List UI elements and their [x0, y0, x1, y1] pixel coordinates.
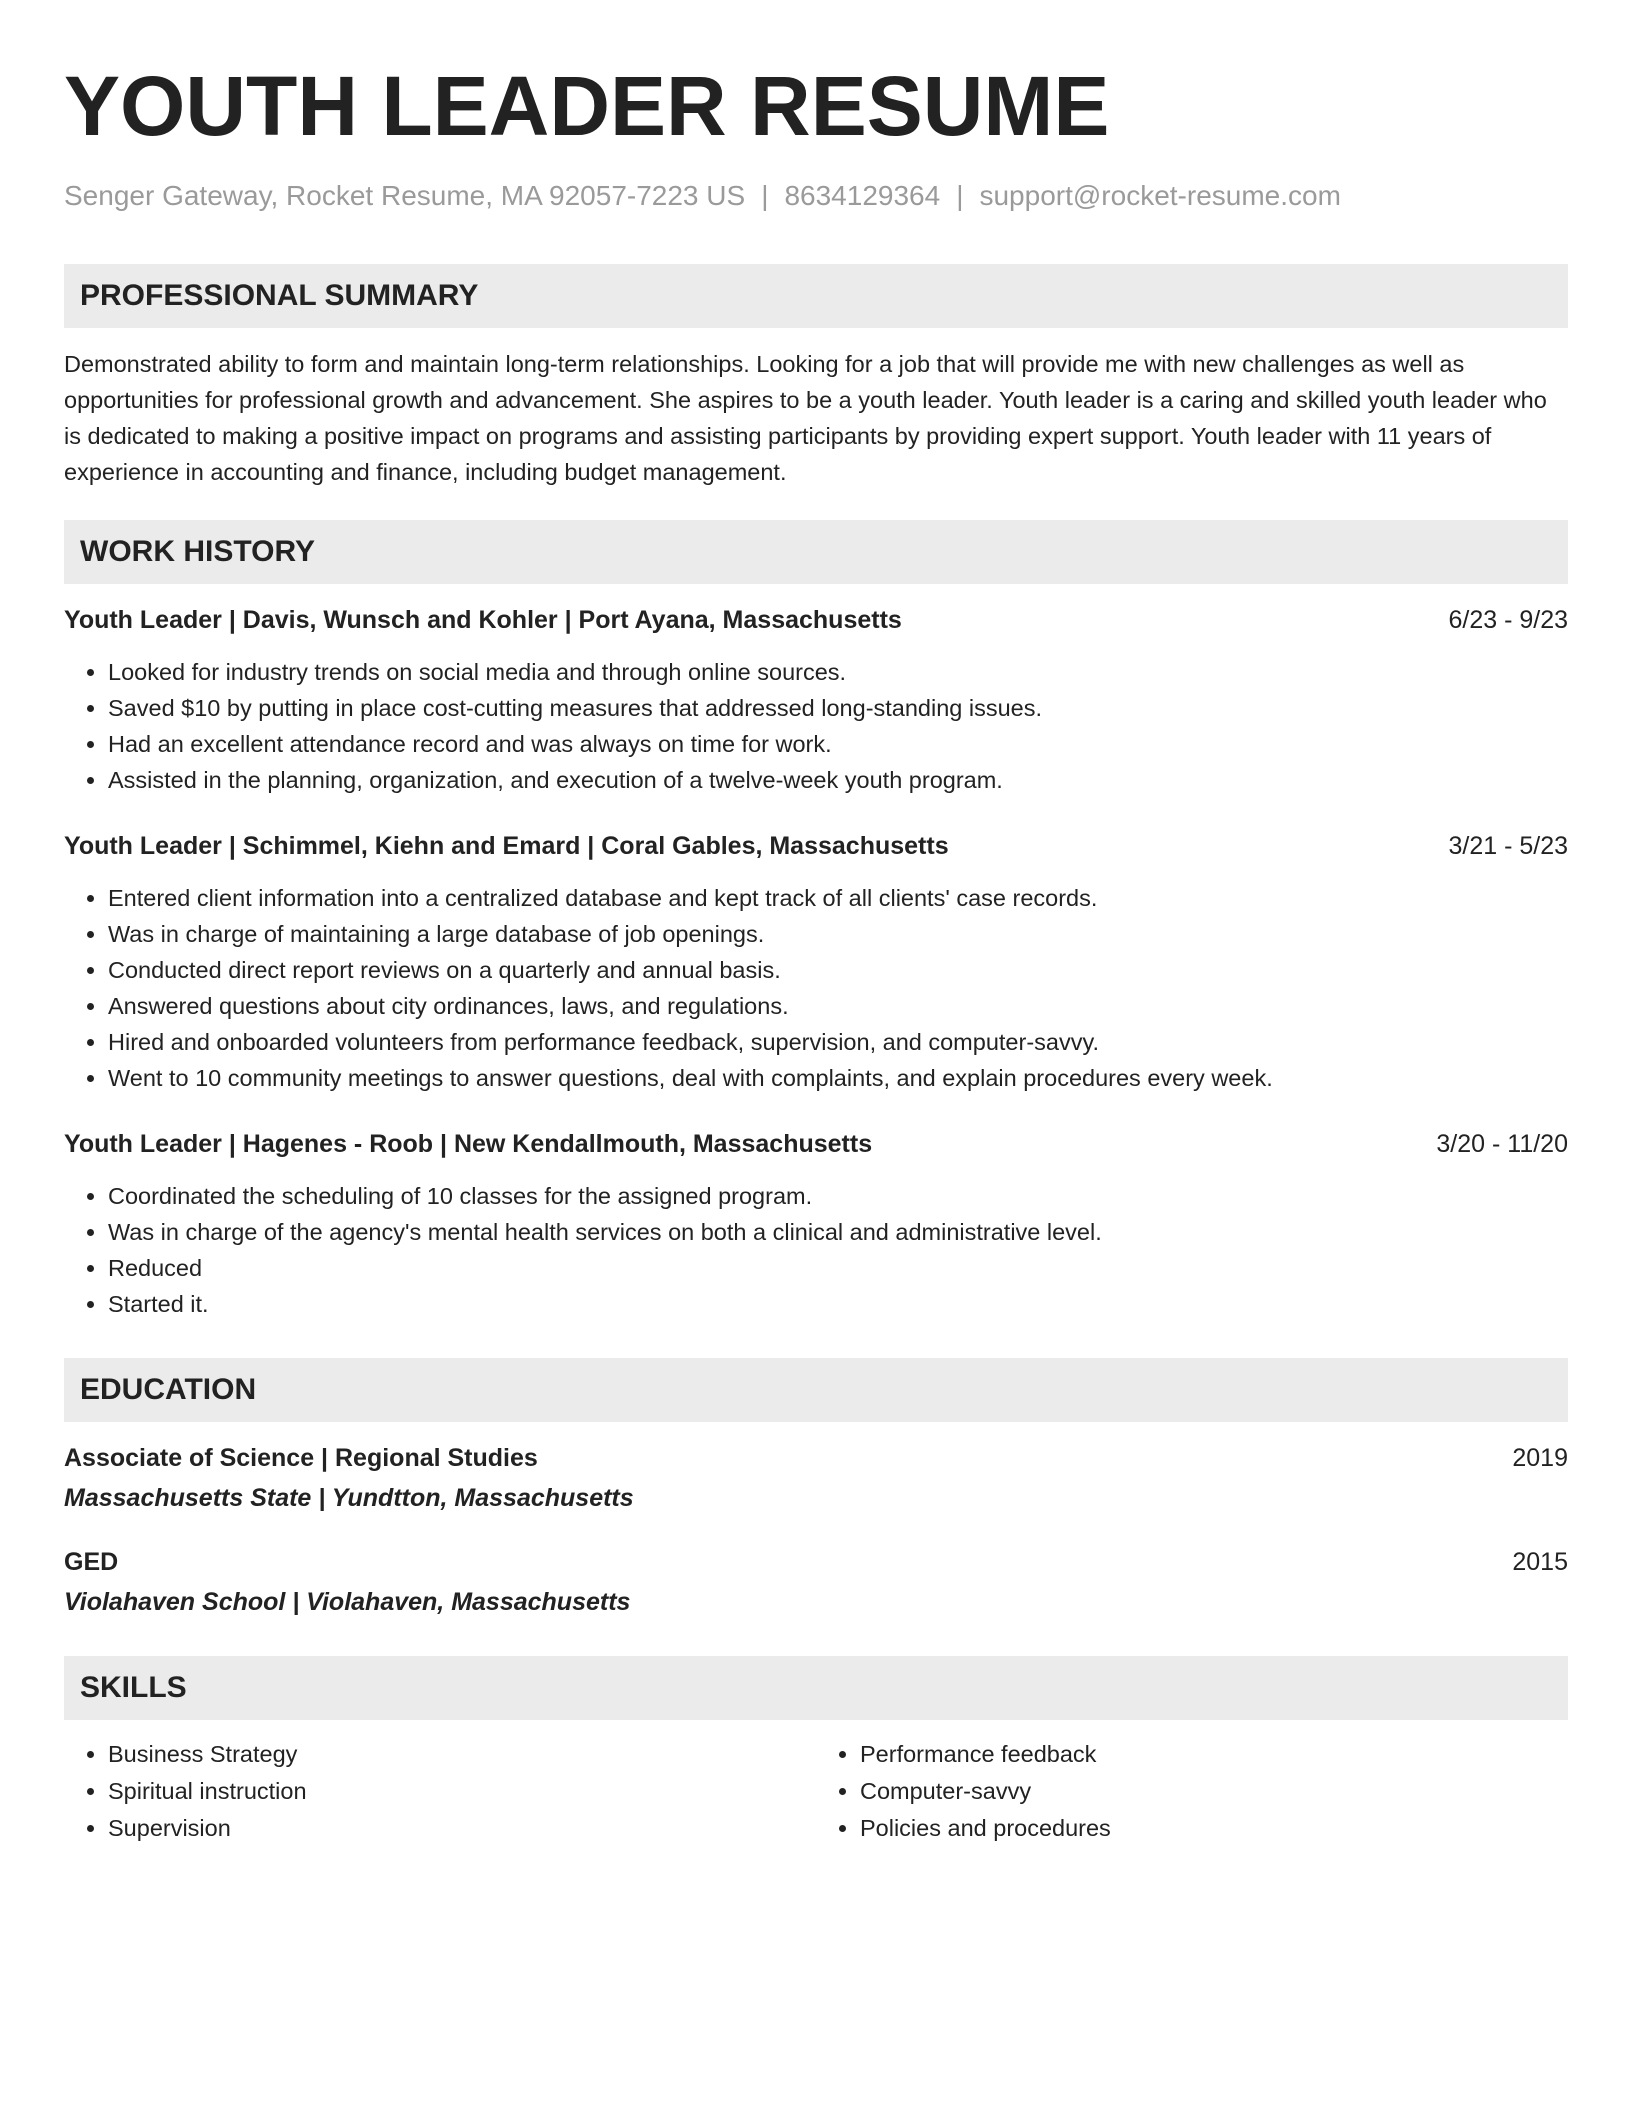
skills-list: [64, 1736, 1568, 1847]
education-year: 2019: [1512, 1444, 1568, 1472]
duty-item: • Hired and onboarded volunteers from performance feedback, supervision, and computer-savvy.: [108, 1024, 1568, 1060]
job-title: Youth Leader | Schimmel, Kiehn and Emard | Coral Gables, Massachusetts: [64, 832, 949, 860]
education-degree: Associate of Science | Regional Studies: [64, 1444, 538, 1472]
skill-item: • Policies and procedures: [860, 1810, 1568, 1847]
duty-item: • Entered client information into a centralized database and kept track of all clients' case records.: [108, 880, 1568, 916]
contact-separator: |: [956, 180, 964, 211]
duty-item: • Coordinated the scheduling of 10 classes for the assigned program.: [108, 1178, 1568, 1214]
job-duties: [64, 654, 1568, 798]
job-title: Youth Leader | Hagenes - Roob | New Kendallmouth, Massachusetts: [64, 1130, 873, 1158]
skill-item: • Computer-savvy: [860, 1773, 1568, 1810]
duty-item: • Saved $10 by putting in place cost-cutting measures that addressed long-standing issues.: [108, 690, 1568, 726]
section-heading-summary: PROFESSIONAL SUMMARY: [64, 264, 1568, 328]
skill-item: • Performance feedback: [860, 1736, 1568, 1773]
job-duties: [64, 1178, 1568, 1322]
duty-item: • Reduced: [108, 1250, 1568, 1286]
duty-item: • Answered questions about city ordinances, laws, and regulations.: [108, 988, 1568, 1024]
skill-item: • Spiritual instruction: [108, 1773, 816, 1810]
summary-text: Demonstrated ability to form and maintain long-term relationships. Looking for a job that will provide me with new challenges as well as opportunities for professional growth and advancement. She aspires to be a youth leader. Youth leader is a caring and skilled youth leader who is dedicated to making a positive impact on programs and assisting participants by providing expert support. Youth leader with 11 years of experience in accounting and finance, including budget management.: [64, 351, 1547, 485]
job-entry: [64, 1126, 1568, 1322]
job-header: [64, 828, 1568, 864]
job-title: Youth Leader | Davis, Wunsch and Kohler | Port Ayana, Massachusetts: [64, 606, 902, 634]
duty-item: • Had an excellent attendance record and was always on time for work.: [108, 726, 1568, 762]
job-dates: 3/20 - 11/20: [1436, 1130, 1568, 1158]
contact-phone: 8634129364: [784, 180, 941, 211]
skills-column-left: [64, 1736, 816, 1847]
contact-address: Senger Gateway, Rocket Resume, MA 92057-7223 US: [64, 180, 746, 211]
skill-item: • Business Strategy: [108, 1736, 816, 1773]
duty-item: • Conducted direct report reviews on a quarterly and annual basis.: [108, 952, 1568, 988]
job-header: [64, 602, 1568, 638]
resume-title: YOUTH LEADER RESUME: [64, 59, 1110, 153]
education-entry: [64, 1544, 1568, 1620]
job-entry: [64, 602, 1568, 798]
duty-item: • Went to 10 community meetings to answer questions, deal with complaints, and explain procedures every week.: [108, 1060, 1568, 1096]
education-year: 2015: [1512, 1548, 1568, 1576]
education-school: Massachusetts State | Yundtton, Massachusetts: [64, 1484, 634, 1512]
job-header: [64, 1126, 1568, 1162]
duty-item: • Was in charge of the agency's mental health services on both a clinical and administrative level.: [108, 1214, 1568, 1250]
education-entry: [64, 1440, 1568, 1516]
duty-item: • Was in charge of maintaining a large database of job openings.: [108, 916, 1568, 952]
duty-item: • Started it.: [108, 1286, 1568, 1322]
education-school: Violahaven School | Violahaven, Massachusetts: [64, 1588, 631, 1616]
job-dates: 6/23 - 9/23: [1448, 606, 1568, 634]
section-heading-work-history: WORK HISTORY: [64, 520, 1568, 584]
education-header: [64, 1440, 1568, 1476]
section-heading-education: EDUCATION: [64, 1358, 1568, 1422]
duty-item: • Looked for industry trends on social media and through online sources.: [108, 654, 1568, 690]
contact-separator: |: [761, 180, 769, 211]
skills-column-right: [816, 1736, 1568, 1847]
duty-item: • Assisted in the planning, organization, and execution of a twelve-week youth program.: [108, 762, 1568, 798]
job-dates: 3/21 - 5/23: [1448, 832, 1568, 860]
section-heading-skills: SKILLS: [64, 1656, 1568, 1720]
contact-line: [64, 178, 1568, 214]
job-duties: [64, 880, 1568, 1096]
education-header: [64, 1544, 1568, 1580]
education-degree: GED: [64, 1548, 119, 1576]
skill-item: • Supervision: [108, 1810, 816, 1847]
job-entry: [64, 828, 1568, 1096]
contact-email: support@rocket-resume.com: [979, 180, 1341, 211]
